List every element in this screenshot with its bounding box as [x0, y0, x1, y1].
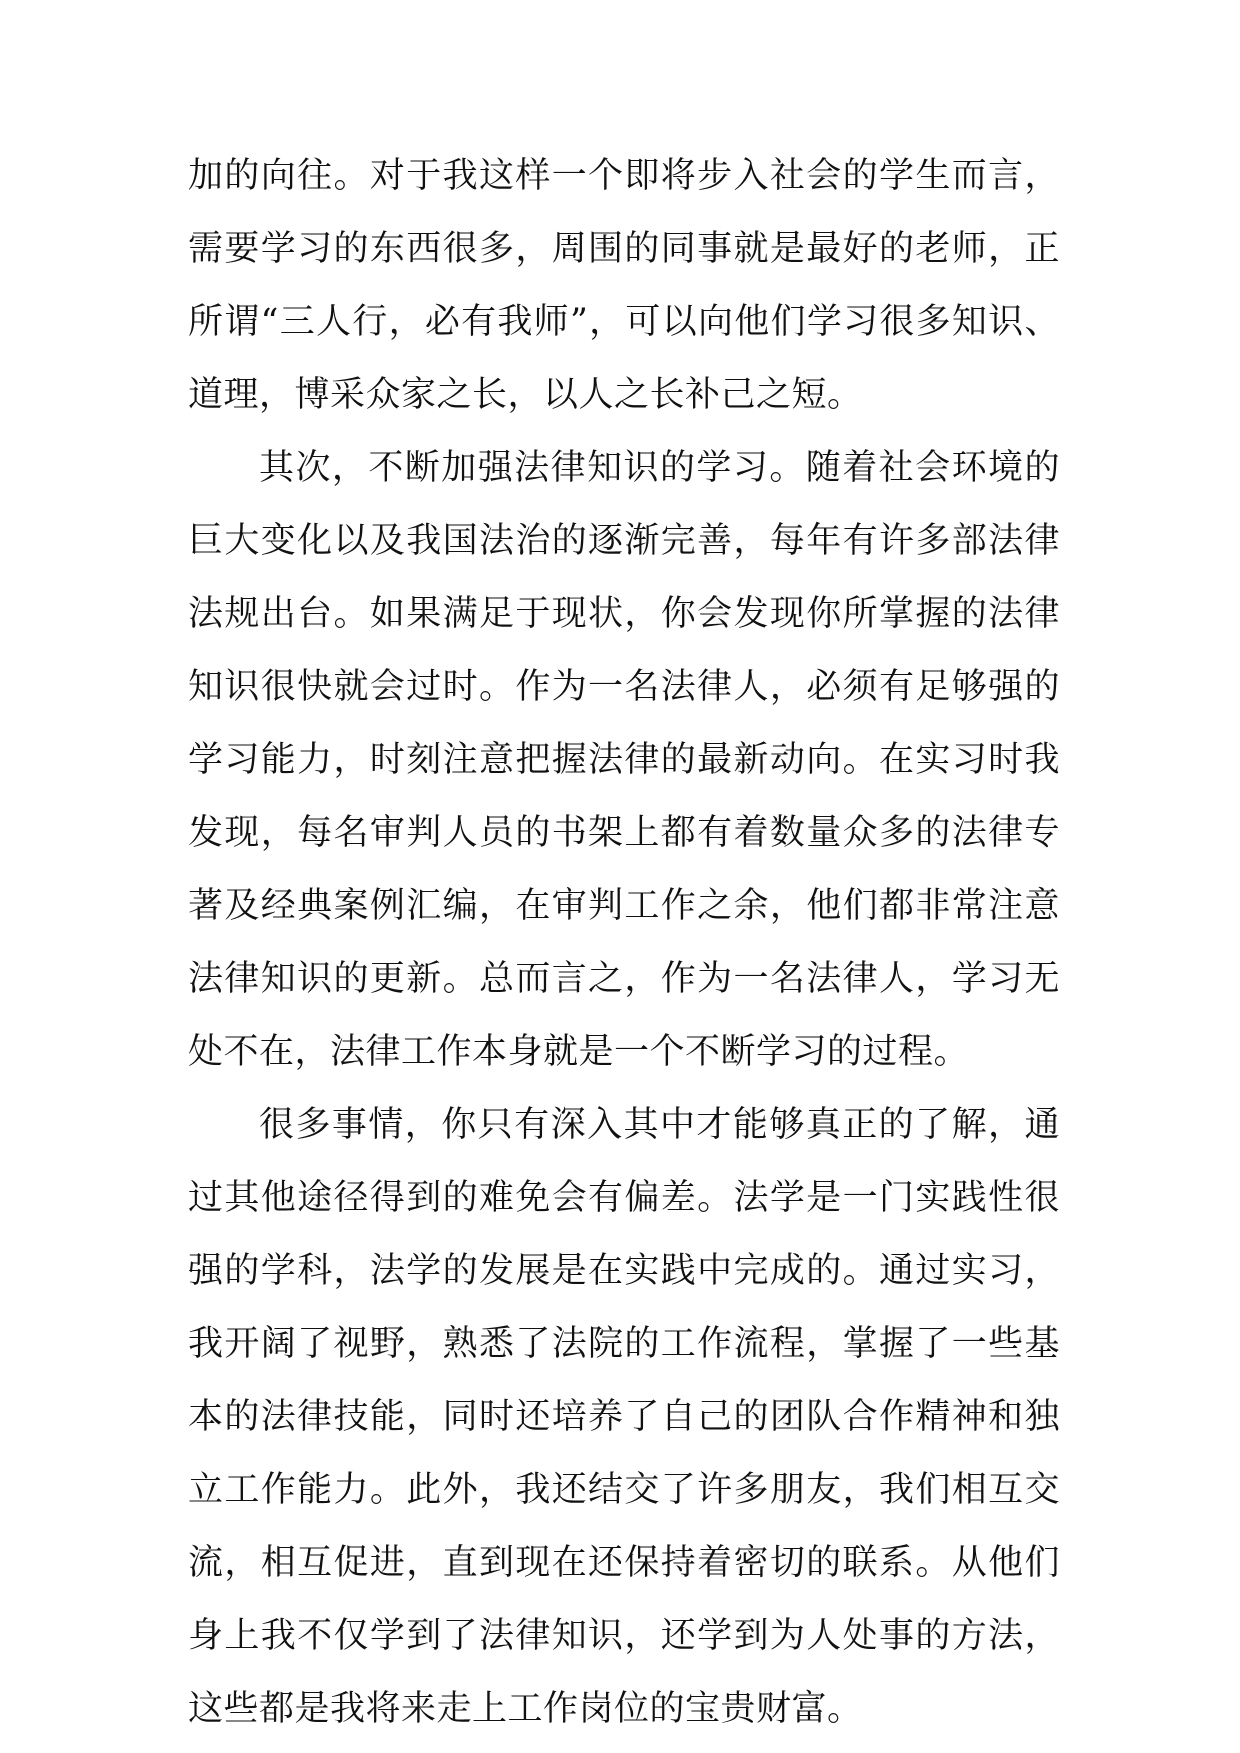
paragraph-3: 很多事情，你只有深入其中才能够真正的了解，通过其他途径得到的难免会有偏差。法学是一门实践性很强的学科，法学的发展是在实践中完成的。通过实习，我开阔了视野，熟悉了法院的工作流程，掌握了一些基本的法律技能，同时还培养了自己的团队合作精神和独立工作能力。此外，我还结交了许多朋友，我们相互交流，相互促进，直到现在还保持着密切的联系。从他们身上我不仅学到了法律知识，还学到为人处事的方法，这些都是我将来走上工作岗位的宝贵财富。: [188, 1105, 1060, 1729]
paragraph-1: 加的向往。对于我这样一个即将步入社会的学生而言，需要学习的东西很多，周围的同事就是最好的老师，正所谓“三人行，必有我师”，可以向他们学习很多知识、道理，博采众家之长，以人之长补己之短。: [188, 156, 1060, 415]
document-body: [188, 140, 1060, 1746]
paragraph-2: 其次，不断加强法律知识的学习。随着社会环境的巨大变化以及我国法治的逐渐完善，每年有许多部法律法规出台。如果满足于现状，你会发现你所掌握的法律知识很快就会过时。作为一名法律人，必须有足够强的学习能力，时刻注意把握法律的最新动向。在实习时我发现，每名审判人员的书架上都有着数量众多的法律专著及经典案例汇编，在审判工作之余，他们都非常注意法律知识的更新。总而言之，作为一名法律人，学习无处不在，法律工作本身就是一个不断学习的过程。: [188, 448, 1060, 1072]
